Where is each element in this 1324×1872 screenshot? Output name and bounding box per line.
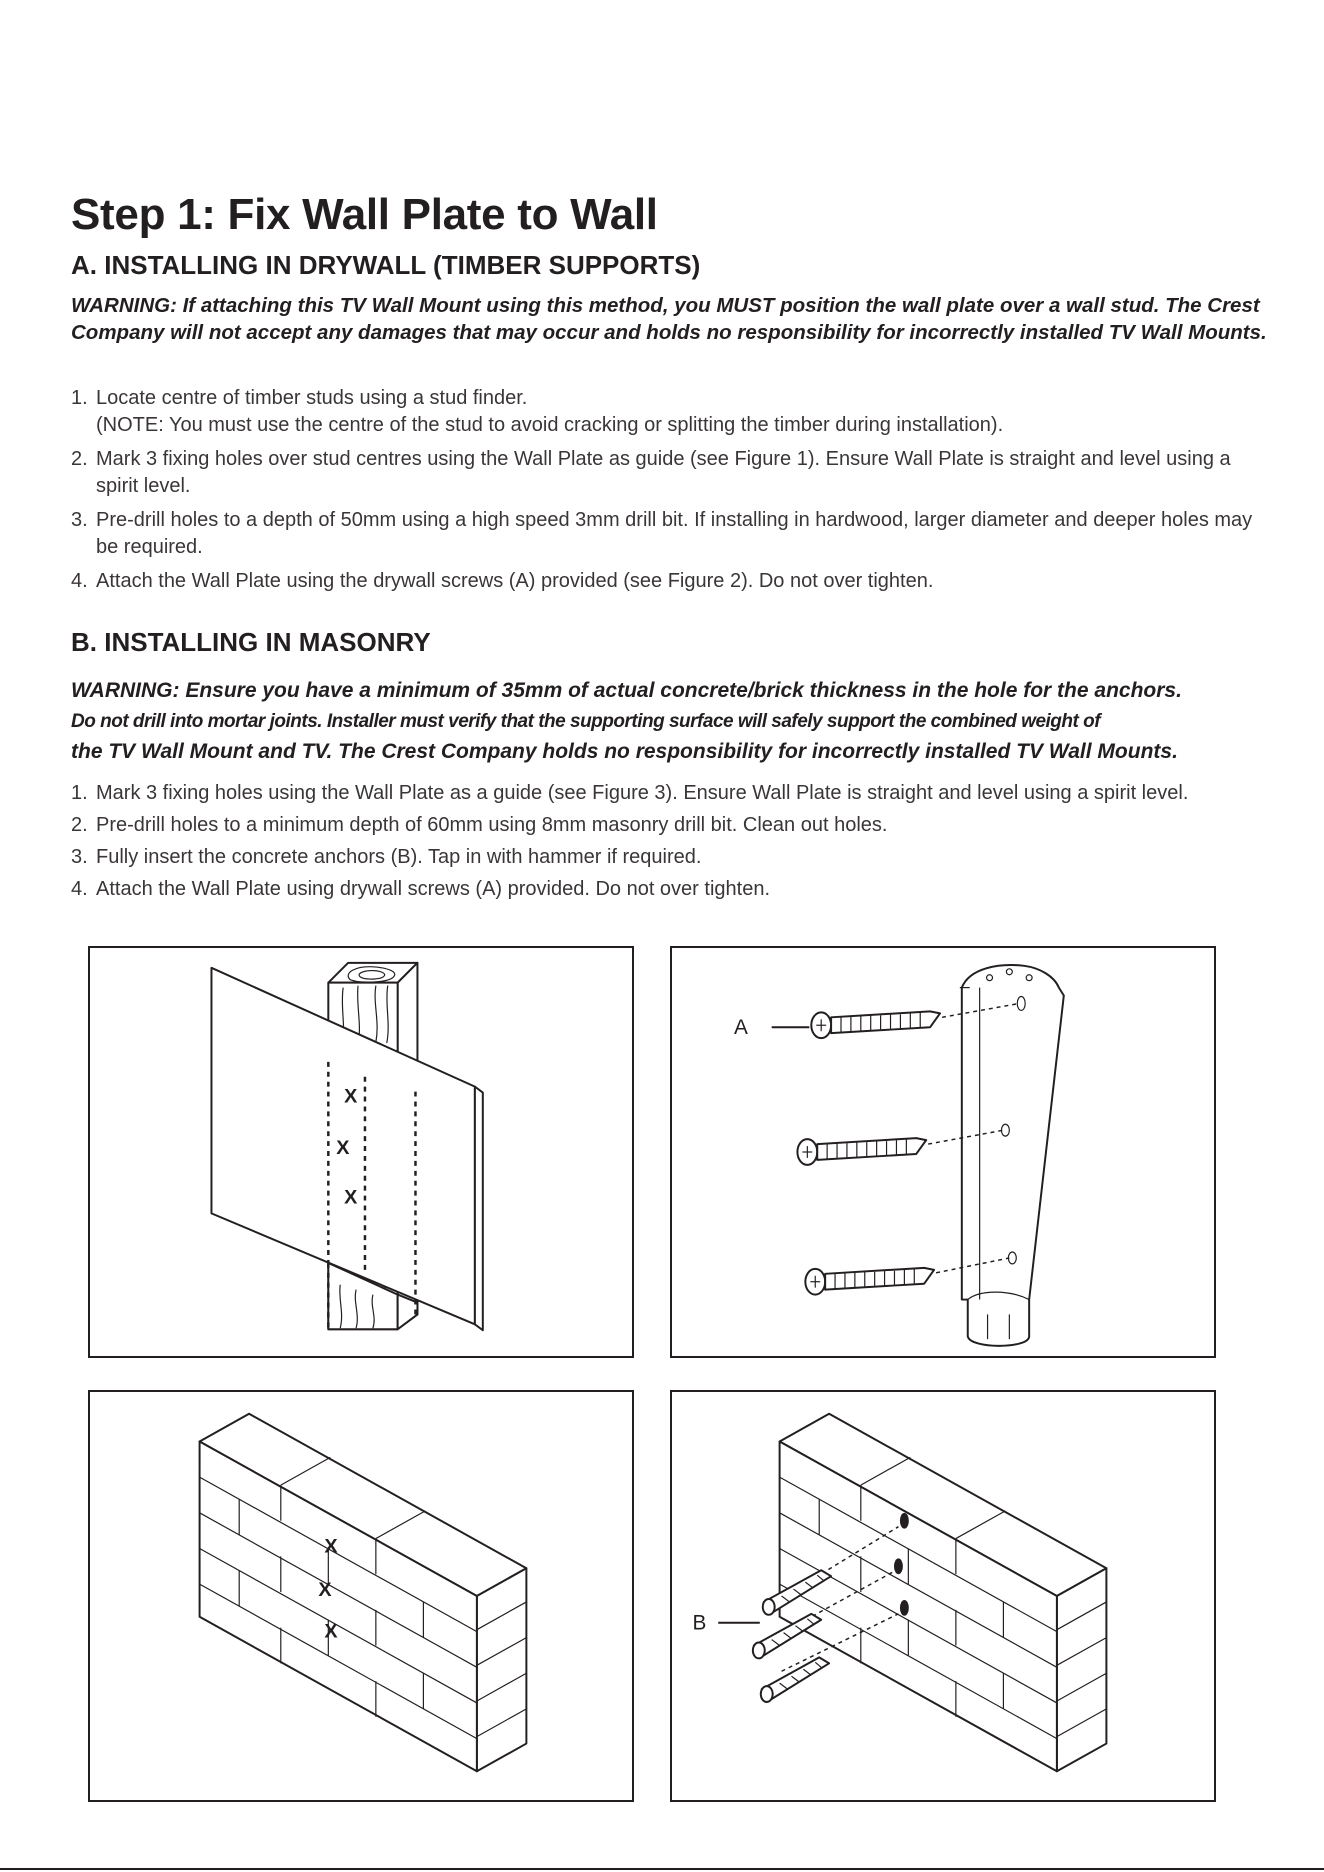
fixing-mark: X: [344, 1186, 358, 1209]
section-a-steps: [71, 385, 1271, 602]
list-item: 3. Fully insert the concrete anchors (B). Tap in with hammer if required.: [71, 846, 702, 868]
list-item: 3. Pre-drill holes to a depth of 50mm using a high speed 3mm drill bit. If installing in hardwood, larger diameter and deeper holes may be required.: [71, 509, 1253, 558]
list-item: 4. Attach the Wall Plate using the drywall screws (A) provided (see Figure 2). Do not over tighten.: [71, 570, 934, 592]
list-item: 2. Mark 3 fixing holes over stud centres using the Wall Plate as guide (see Figure 1). Ensure Wall Plate is straight and level using a spirit level.: [71, 448, 1231, 497]
fixing-mark: X: [344, 1085, 358, 1108]
step-text: Attach the Wall Plate using the drywall screws (A) provided (see Figure 2). Do not over tighten.: [96, 570, 934, 592]
step-text: Pre-drill holes to a depth of 50mm using a high speed 3mm drill bit. If installing in hardwood, larger diameter and deeper holes may be required.: [96, 509, 1253, 558]
step-text: Locate centre of timber studs using a stud finder.: [96, 387, 528, 409]
anchors-illustration: [672, 1392, 1214, 1800]
section-b-heading: B. INSTALLING IN MASONRY: [71, 627, 431, 657]
list-item: 2. Pre-drill holes to a minimum depth of 60mm using 8mm masonry drill bit. Clean out holes.: [71, 814, 888, 836]
step-note: (NOTE: You must use the centre of the stud to avoid cracking or splitting the timber during installation).: [96, 414, 1004, 436]
fixing-mark: X: [336, 1136, 350, 1159]
list-item: 4. Attach the Wall Plate using drywall screws (A) provided. Do not over tighten.: [71, 878, 771, 900]
step-text: Mark 3 fixing holes using the Wall Plate as a guide (see Figure 3). Ensure Wall Plate is straight and level using a spirit level.: [96, 782, 1189, 804]
section-b-steps: [71, 780, 1271, 908]
fixing-mark: X: [324, 1620, 338, 1643]
step-text: Pre-drill holes to a minimum depth of 60mm using 8mm masonry drill bit. Clean out holes.: [96, 814, 888, 836]
brick-wall-illustration: [90, 1392, 632, 1800]
callout-label-b: B: [692, 1611, 707, 1635]
figure-1-drywall-stud: [88, 946, 634, 1358]
page-title: Step 1: Fix Wall Plate to Wall: [71, 190, 658, 239]
anchor-b: [761, 1657, 829, 1702]
step-text: Fully insert the concrete anchors (B). Tap in with hammer if required.: [96, 846, 702, 868]
step-text: Mark 3 fixing holes over stud centres using the Wall Plate as guide (see Figure 1). Ensure Wall Plate is straight and level using a spirit level.: [96, 448, 1231, 497]
section-a-heading: A. INSTALLING IN DRYWALL (TIMBER SUPPORTS): [71, 250, 701, 280]
fixing-mark: X: [318, 1579, 332, 1601]
screws-illustration: [672, 948, 1214, 1356]
stud-wall-plate-illustration: [90, 948, 632, 1356]
list-item: 1. Mark 3 fixing holes using the Wall Plate as a guide (see Figure 3). Ensure Wall Plate is straight and level using a spirit level.: [71, 782, 1189, 804]
section-b-warning: WARNING: Ensure you have a minimum of 35mm of actual concrete/brick thickness in the hole for the anchors. Do not drill into mortar joints. Installer must verify that the supporting surface will safely support the combined weight of the TV Wall Mount and TV. The Crest Company holds no responsibility for incorrectly installed TV Wall Mounts.: [71, 679, 1182, 763]
section-a-warning: WARNING: If attaching this TV Wall Mount using this method, you MUST position the wall plate over a wall stud. The Crest Company will not accept any damages that may occur and holds no responsibility for incorrectly installed TV Wall Mounts.: [71, 294, 1267, 344]
list-item: 1. Locate centre of timber studs using a stud finder. (NOTE: You must use the centre of the stud to avoid cracking or splitting the timber during installation).: [71, 387, 1004, 436]
page-bottom-rule: [0, 1868, 1324, 1870]
figure-2-screws-wall-plate: [670, 946, 1216, 1358]
figure-4-brick-anchors: [670, 1390, 1216, 1802]
callout-label-a: A: [734, 1016, 748, 1040]
fixing-mark: X: [324, 1535, 338, 1558]
step-text: Attach the Wall Plate using drywall screws (A) provided. Do not over tighten.: [96, 878, 771, 900]
figure-3-brick-marks: [88, 1390, 634, 1802]
